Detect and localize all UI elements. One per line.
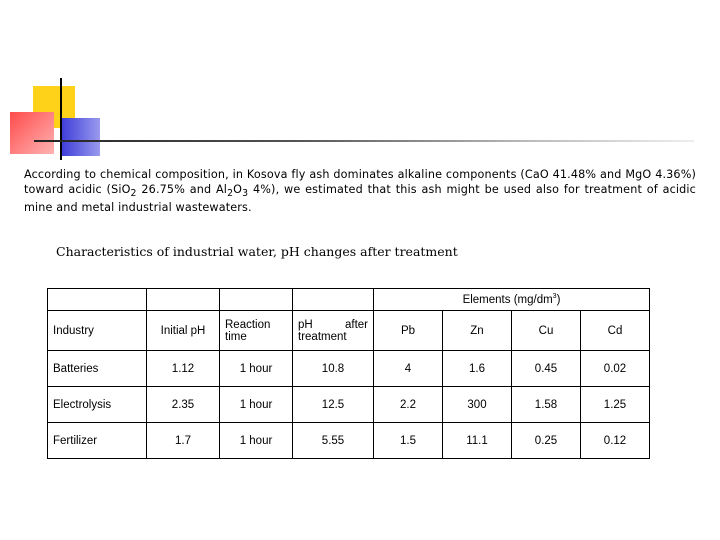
decor-vertical-line [60,78,62,160]
cell-reaction-time: 1 hour [220,423,293,459]
cell-ph-after: 10.8 [293,351,374,387]
elements-group-header: Elements $(mg/dm^3)$ [374,289,650,311]
header-initial-ph: Initial pH [147,311,220,351]
decor-red-square [10,112,54,154]
cell-pb: 1.5 [374,423,443,459]
empty-cell [147,289,220,311]
cell-cd: 0.12 [581,423,650,459]
cell-zn: 300 [443,387,512,423]
cell-reaction-time: 1 hour [220,387,293,423]
cell-cu: 0.45 [512,351,581,387]
cell-initial-ph: 1.12 [147,351,220,387]
empty-cell [293,289,374,311]
cell-zn: 11.1 [443,423,512,459]
table-row [48,351,650,387]
header-ph-after: pH after treatment [293,311,374,351]
header-industry: Industry [48,311,147,351]
header-cd: Cd [581,311,650,351]
cell-cu: 0.25 [512,423,581,459]
header-reaction-time: Reaction time [220,311,293,351]
decor-blue-square [60,118,100,156]
table-group-header-row [48,289,650,311]
table-header-row [48,311,650,351]
cell-ph-after: 5.55 [293,423,374,459]
empty-cell [220,289,293,311]
cell-reaction-time: 1 hour [220,351,293,387]
cell-cd: 0.02 [581,351,650,387]
cell-industry: Electrolysis [48,387,147,423]
cell-industry: Batteries [48,351,147,387]
cell-pb: 4 [374,351,443,387]
cell-initial-ph: 2.35 [147,387,220,423]
cell-ph-after: 12.5 [293,387,374,423]
body-paragraph: According to chemical composition, in Kosova fly ash dominates alkaline components (CaO 41.48% and MgO 4.36%) toward acidic (SiO$_2$ 26.75% and $Al_2O_3$ 4%), we estimated that this ash might be used also for treatment of acidic mine and metal industrial wastewaters. [24,168,696,215]
empty-cell [48,289,147,311]
cell-cd: 1.25 [581,387,650,423]
header-cu: Cu [512,311,581,351]
header-zn: Zn [443,311,512,351]
table-caption: Characteristics of industrial water, pH changes after treatment [56,244,458,259]
table-row [48,387,650,423]
cell-initial-ph: 1.7 [147,423,220,459]
cell-pb: 2.2 [374,387,443,423]
cell-zn: 1.6 [443,351,512,387]
cell-cu: 1.58 [512,387,581,423]
table-row [48,423,650,459]
decor-horizontal-line [34,140,694,142]
results-table [47,288,650,459]
header-pb: Pb [374,311,443,351]
cell-industry: Fertilizer [48,423,147,459]
